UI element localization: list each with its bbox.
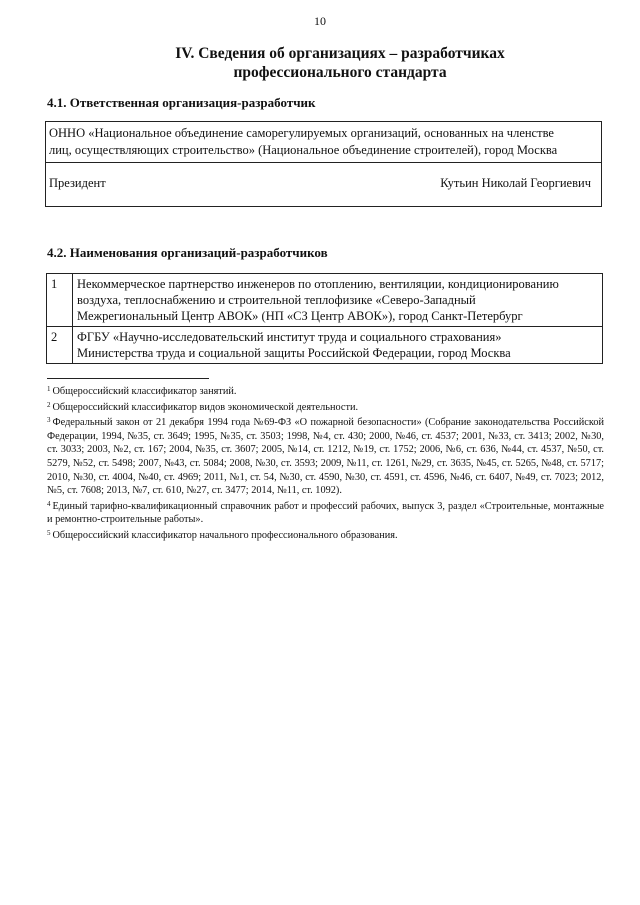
responsible-org-heading: 4.1. Ответственная организация-разработчик: [47, 95, 316, 110]
responsible-org-box: [45, 121, 602, 207]
table-row: [47, 327, 603, 364]
footnotes: [47, 383, 604, 543]
page-number: 10: [314, 14, 326, 28]
section-title-line-2: профессионального стандарта: [233, 64, 447, 81]
responsible-org-line-1: ОННО «Национальное объединение саморегулируемых организаций, основанных на членстве: [49, 126, 554, 140]
footnote-text: Общероссийский классификатор начального профессионального образования.: [52, 529, 398, 541]
footnote-mark: 1: [47, 385, 51, 393]
row-number: 2: [47, 327, 73, 364]
footnote: [47, 414, 604, 498]
footnote-text: Единый тарифно-квалификационный справочник работ и профессий рабочих, выпуск 3, раздел «Строительные, монтажные и ремонтно-строительные работы».: [47, 500, 604, 526]
responsible-org-line-2: лиц, осуществляющих строительство» (Национальное объединение строителей), город Москва: [49, 143, 558, 157]
developer-orgs-table: [46, 273, 603, 364]
signatory-row: [46, 163, 601, 206]
footnote: [47, 527, 604, 543]
footnote-text: Общероссийский классификатор занятий.: [52, 386, 237, 397]
footnote-separator: [47, 378, 209, 379]
footnote: [47, 399, 604, 415]
footnote: [47, 383, 604, 399]
signatory-role: Президент: [49, 176, 106, 190]
signatory-name: Кутьин Николай Георгиевич: [440, 176, 591, 190]
footnote-mark: 3: [47, 416, 51, 425]
footnote-mark: 4: [47, 499, 51, 508]
footnote: [47, 498, 604, 527]
section-title-line-1: IV. Сведения об организациях – разработчиках: [175, 45, 505, 62]
developer-orgs-heading: 4.2. Наименования организаций-разработчиков: [47, 245, 328, 260]
org-line: Некоммерческое партнерство инженеров по отоплению, вентиляции, кондиционированию: [77, 277, 559, 291]
section-title: [60, 44, 620, 82]
footnote-mark: 5: [47, 528, 51, 537]
org-line: ФГБУ «Научно-исследовательский институт труда и социального страхования»: [77, 330, 502, 344]
org-name-cell: [73, 274, 603, 327]
table-row: [47, 274, 603, 327]
responsible-org-name: [46, 122, 601, 163]
footnote-text: Федеральный закон от 21 декабря 1994 года №69-ФЗ «О пожарной безопасности» (Собрание законодательства Российской Федерации, 1994, №35, ст. 3649; 1995, №35, ст. 3503; 1998, №4, ст. 430; 2000, №46, ст. 4537; 2001, №33, ст. 3413; 2002, №30, ст. 3033; 2003, №2, ст. 167; 2004, №35, ст. 3607; 2005, №14, ст. 1212, №19, ст. 1752; 2006, №6, ст. 636, №44, ст. 4537, №50, ст. 5279, №52, ст. 5498; 2007, №43, ст. 5084; 2008, №30, ст. 3593; 2009, №11, ст. 1261, №29, ст. 3635, №45, ст. 5265, №48, ст. 5717; 2010, №30, ст. 4004, №40, ст. 4969; 2011, №1, ст. 54, №30, ст. 4590, №30, ст. 4591, ст. 4596, №46, ст. 6407, №49, ст. 7023; 2012, №5, ст. 7608; 2013, №7, ст. 610, №27, ст. 3477; 2014, №11, ст. 1092).: [47, 417, 604, 497]
footnote-mark: 2: [47, 400, 51, 409]
footnote-text: Общероссийский классификатор видов экономической деятельности.: [52, 401, 359, 413]
org-name-cell: [73, 327, 603, 364]
org-line: Межрегиональный Центр АВОК» (НП «СЗ Центр АВОК»), город Санкт-Петербург: [77, 309, 523, 323]
org-line: воздуха, теплоснабжению и строительной теплофизике «Северо-Западный: [77, 293, 476, 307]
org-line: Министерства труда и социальной защиты Российской Федерации, город Москва: [77, 346, 511, 360]
row-number: 1: [47, 274, 73, 327]
